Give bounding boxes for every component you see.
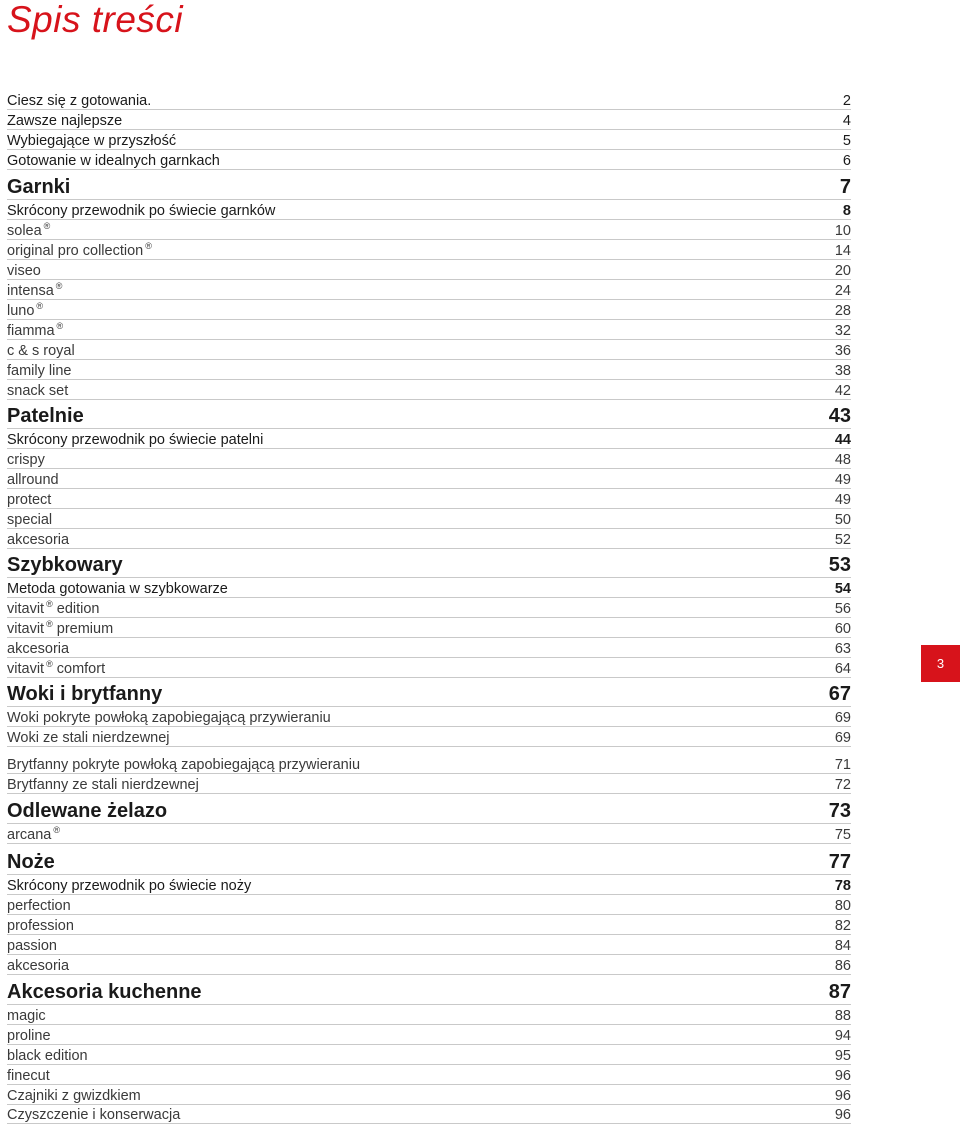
toc-label: magic [7, 1008, 46, 1024]
toc-row[interactable] [7, 915, 851, 935]
registered-mark: ® [36, 301, 44, 311]
section-page: 73 [828, 800, 851, 822]
toc-page: 52 [834, 532, 851, 548]
toc-row[interactable] [7, 727, 851, 747]
toc-page: 86 [834, 958, 851, 974]
registered-mark: ® [46, 619, 53, 629]
toc-label: Ciesz się z gotowania. [7, 93, 152, 109]
toc-label: Zawsze najlepsze [7, 113, 123, 129]
toc-page: 96 [834, 1088, 851, 1104]
toc-page: 78 [834, 878, 851, 894]
toc-label: finecut [7, 1068, 50, 1084]
toc-page: 10 [834, 223, 851, 239]
toc-row[interactable] [7, 300, 851, 320]
registered-mark: ® [55, 281, 63, 291]
toc-row[interactable] [7, 638, 851, 658]
registered-mark: ® [43, 221, 51, 231]
toc-row[interactable] [7, 90, 851, 110]
toc-row[interactable] [7, 429, 851, 449]
toc-row[interactable] [7, 955, 851, 975]
section-title: Noże [7, 851, 55, 873]
toc-label: profession [7, 918, 74, 934]
toc-page: 20 [834, 263, 851, 279]
toc-label: Skrócony przewodnik po świecie patelni [7, 432, 264, 448]
section-title: Akcesoria kuchenne [7, 981, 202, 1003]
toc-label: akcesoria [7, 958, 70, 974]
registered-mark: ® [46, 659, 53, 669]
section-heading-zelazo[interactable] [7, 800, 851, 824]
toc-page: 14 [834, 243, 851, 259]
section-heading-patelnie[interactable] [7, 405, 851, 429]
toc-label: special [7, 512, 53, 528]
toc-label: luno [7, 303, 35, 319]
toc-page: 38 [834, 363, 851, 379]
toc-row[interactable] [7, 380, 851, 400]
toc-page: 5 [842, 133, 851, 149]
toc-row[interactable] [7, 875, 851, 895]
section-page: 7 [839, 176, 851, 198]
toc-page: 80 [834, 898, 851, 914]
toc-page: 72 [834, 777, 851, 793]
toc-row[interactable] [7, 1045, 851, 1065]
toc-row[interactable] [7, 509, 851, 529]
toc-label: akcesoria [7, 641, 70, 657]
toc-page: 84 [834, 938, 851, 954]
section-heading-akcesoria[interactable] [7, 981, 851, 1005]
section-title: Patelnie [7, 405, 84, 427]
section-heading-szybkowary[interactable] [7, 554, 851, 578]
section-page: 53 [828, 554, 851, 576]
toc-row[interactable] [7, 598, 851, 618]
section-page: 77 [828, 851, 851, 873]
toc-label: viseo [7, 263, 41, 279]
section-title: Garnki [7, 176, 71, 198]
toc-label: akcesoria [7, 532, 70, 548]
toc-label: crispy [7, 452, 45, 468]
toc-label: Brytfanny ze stali nierdzewnej [7, 777, 199, 793]
toc-page: 75 [834, 827, 851, 843]
section-heading-garnki[interactable] [7, 176, 851, 200]
toc-page: 56 [834, 601, 851, 617]
toc-row[interactable] [7, 200, 851, 220]
toc-page: 54 [834, 581, 851, 597]
toc-label: Skrócony przewodnik po świecie noży [7, 878, 252, 894]
toc-row[interactable] [7, 150, 851, 170]
toc-row[interactable] [7, 340, 851, 360]
section-title: Szybkowary [7, 554, 123, 576]
toc-page: 96 [834, 1107, 851, 1123]
toc-page: 28 [834, 303, 851, 319]
toc-page: 69 [834, 730, 851, 746]
toc-label: solea [7, 223, 42, 239]
toc-page: 48 [834, 452, 851, 468]
toc-row[interactable] [7, 895, 851, 915]
toc-row[interactable] [7, 824, 851, 844]
toc-page: 94 [834, 1028, 851, 1044]
toc-row[interactable] [7, 130, 851, 150]
toc-label: c & s royal [7, 343, 75, 359]
section-title: Odlewane żelazo [7, 800, 168, 822]
toc-row[interactable] [7, 110, 851, 130]
toc-label-suffix: premium [56, 621, 114, 637]
toc-label: Wybiegające w przyszłość [7, 133, 177, 149]
toc-row[interactable] [7, 260, 851, 280]
toc-page: 71 [834, 757, 851, 773]
toc-label-suffix: comfort [56, 661, 106, 677]
toc-page: 64 [834, 661, 851, 677]
toc-page: 2 [842, 93, 851, 109]
toc-page: 42 [834, 383, 851, 399]
toc-row[interactable] [7, 935, 851, 955]
toc-page: 50 [834, 512, 851, 528]
toc-row[interactable] [7, 320, 851, 340]
toc-page: 4 [842, 113, 851, 129]
toc-label: Brytfanny pokryte powłoką zapobiegającą przywieraniu [7, 757, 361, 773]
toc-row[interactable] [7, 360, 851, 380]
toc-label: Czyszczenie i konserwacja [7, 1107, 181, 1123]
section-heading-noze[interactable] [7, 851, 851, 875]
toc-row[interactable] [7, 1104, 851, 1124]
toc-label: proline [7, 1028, 51, 1044]
toc-label: passion [7, 938, 57, 954]
toc-label: Woki ze stali nierdzewnej [7, 730, 170, 746]
toc-label: arcana [7, 827, 52, 843]
toc-label: vitavit [7, 621, 45, 637]
toc-label: Metoda gotowania w szybkowarze [7, 581, 228, 597]
toc-label: family line [7, 363, 72, 379]
toc-page: 36 [834, 343, 851, 359]
toc-label: black edition [7, 1048, 88, 1064]
toc-row[interactable] [7, 658, 851, 678]
toc-row[interactable] [7, 618, 851, 638]
toc-page: 6 [842, 153, 851, 169]
toc-row[interactable] [7, 774, 851, 794]
section-title: Woki i brytfanny [7, 683, 163, 705]
toc-row[interactable] [7, 754, 851, 774]
toc-row[interactable] [7, 578, 851, 598]
toc-page: 69 [834, 710, 851, 726]
registered-mark: ® [53, 825, 60, 835]
toc-row[interactable] [7, 529, 851, 549]
section-heading-woki[interactable] [7, 683, 851, 707]
toc-label: protect [7, 492, 52, 508]
toc-label: Woki pokryte powłoką zapobiegającą przywieraniu [7, 710, 331, 726]
toc-label: Skrócony przewodnik po świecie garnków [7, 203, 276, 219]
toc-page: 24 [834, 283, 851, 299]
toc-page: 63 [834, 641, 851, 657]
toc-page: 96 [834, 1068, 851, 1084]
toc-label: Czajniki z gwizdkiem [7, 1088, 141, 1104]
toc-page: 60 [834, 621, 851, 637]
toc-label: vitavit [7, 661, 45, 677]
toc-row[interactable] [7, 469, 851, 489]
toc-label: snack set [7, 383, 69, 399]
section-page: 43 [828, 405, 851, 427]
section-page: 67 [828, 683, 851, 705]
toc-row[interactable] [7, 1025, 851, 1045]
toc-label: Gotowanie w idealnych garnkach [7, 153, 220, 169]
toc-row[interactable] [7, 1065, 851, 1085]
toc-page: 88 [834, 1008, 851, 1024]
toc-label: original pro collection [7, 243, 144, 259]
toc-row[interactable] [7, 280, 851, 300]
toc-label: intensa [7, 283, 54, 299]
toc-page: 49 [834, 492, 851, 508]
toc-row[interactable] [7, 707, 851, 727]
toc-page: 82 [834, 918, 851, 934]
registered-mark: ® [56, 321, 64, 331]
toc-page: 49 [834, 472, 851, 488]
section-page: 87 [828, 981, 851, 1003]
page-title: Spis treści [7, 0, 184, 40]
registered-mark: ® [145, 241, 152, 251]
toc-label-suffix: edition [56, 601, 100, 617]
toc-row[interactable] [7, 449, 851, 469]
toc-row[interactable] [7, 240, 851, 260]
toc-label: perfection [7, 898, 71, 914]
page-number-tab: 3 [921, 645, 960, 682]
toc-row[interactable] [7, 1005, 851, 1025]
toc-label: allround [7, 472, 59, 488]
toc-row[interactable] [7, 1085, 851, 1105]
toc-page: 8 [842, 203, 851, 219]
toc-label: fiamma [7, 323, 55, 339]
registered-mark: ® [46, 599, 53, 609]
toc-label: vitavit [7, 601, 45, 617]
toc-page: 32 [834, 323, 851, 339]
toc-row[interactable] [7, 489, 851, 509]
toc-row[interactable] [7, 220, 851, 240]
toc-page: 95 [834, 1048, 851, 1064]
toc-page: 44 [834, 432, 851, 448]
